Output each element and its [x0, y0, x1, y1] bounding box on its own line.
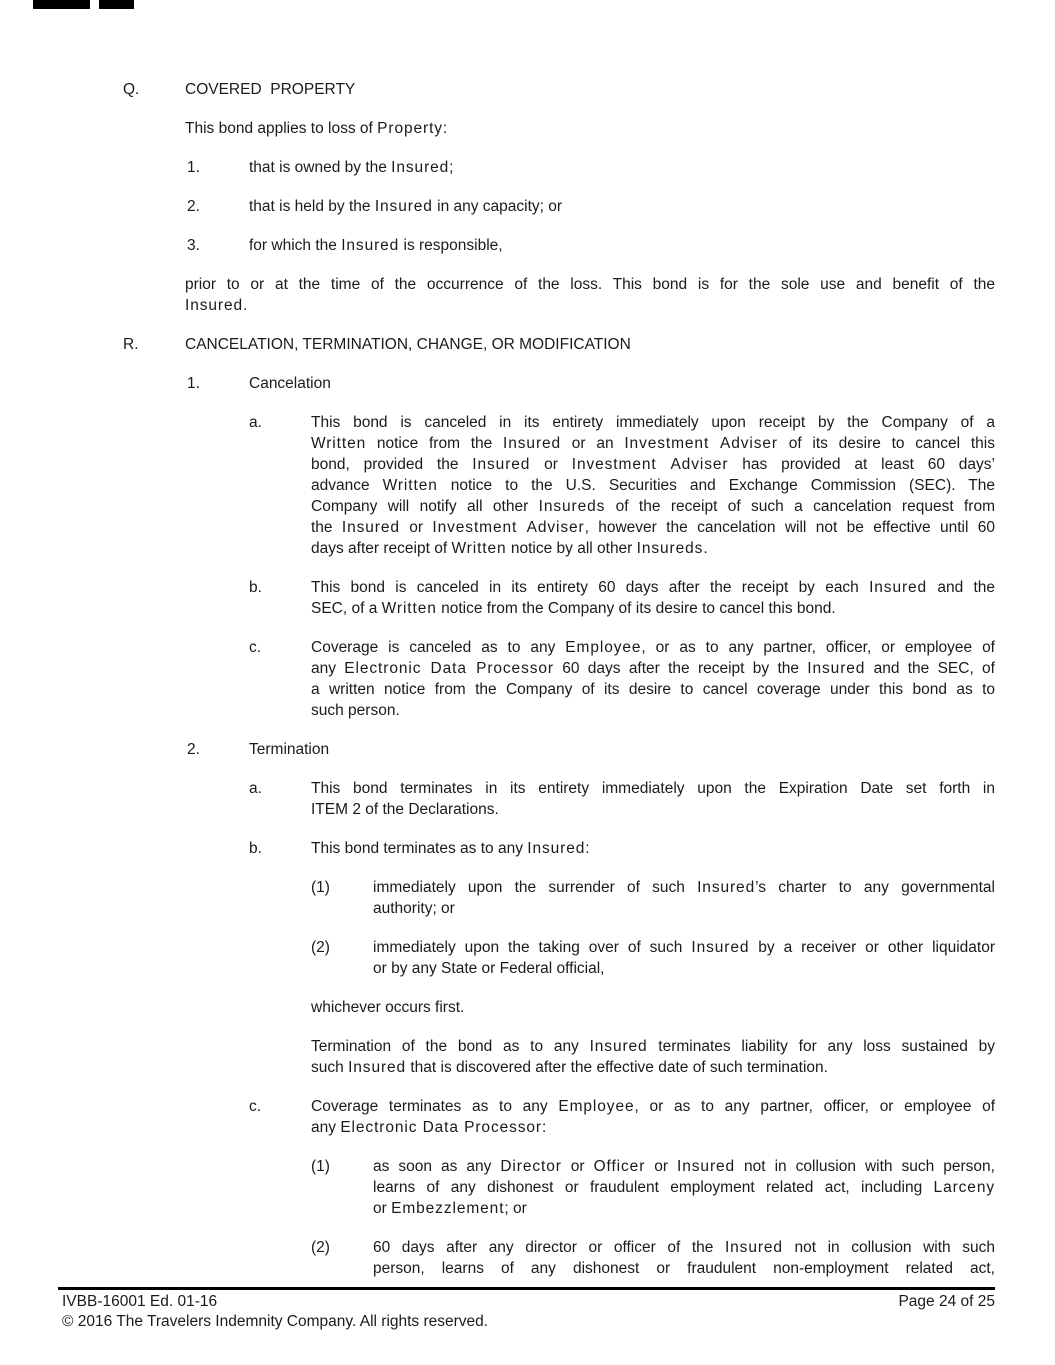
text-line: whichever occurs first.: [311, 999, 465, 1016]
list-marker: b.: [249, 579, 262, 596]
list-marker: 2.: [187, 741, 200, 758]
text-line: This bond terminates in its entirety immediately upon the Expiration Date set forth in: [311, 780, 995, 797]
defined-term: Insured: [341, 237, 400, 254]
defined-term: Insureds: [636, 540, 704, 557]
text-line: This bond is canceled in its entirety immediately upon receipt by the Company of a: [311, 414, 995, 431]
list-marker: (2): [311, 1239, 330, 1256]
section-title: COVERED PROPERTY: [185, 81, 356, 98]
list-item: [311, 1156, 995, 1219]
text-column: [249, 235, 995, 256]
list-item: [187, 196, 995, 217]
text-column: [311, 637, 995, 721]
footer-page-number: Page 24 of 25: [898, 1293, 995, 1310]
defined-term: Written: [311, 435, 367, 452]
text-line: immediately upon the taking over of such Insured by a receiver or other liquidator: [373, 939, 996, 956]
text-column: [311, 1036, 995, 1078]
document-body: [123, 79, 995, 1297]
defined-term: Written: [451, 540, 507, 557]
defined-term: Employee: [558, 1098, 635, 1115]
scan-artifact-mark: [99, 0, 134, 9]
defined-term: Insured: [527, 840, 586, 857]
text-column: [311, 577, 995, 619]
text-column: [373, 877, 995, 919]
section-heading: [123, 334, 995, 355]
list-item: [249, 637, 995, 721]
text-column: [373, 1237, 995, 1279]
list-item: [187, 157, 995, 178]
text-column: [373, 1156, 995, 1219]
list-marker: 1.: [187, 159, 200, 176]
section-heading: [123, 79, 995, 100]
text-column: [185, 118, 995, 139]
list-item: [249, 778, 995, 820]
text-line: person, learns of any dishonest or fraudulent non-employment related act,: [373, 1260, 995, 1277]
text-line: such Insured that is discovered after the effective date of such termination.: [311, 1059, 828, 1076]
defined-term: Insured: [807, 660, 866, 677]
text-column: [185, 274, 995, 316]
text-column: [249, 739, 995, 760]
footer-form-number: IVBB-16001 Ed. 01-16: [62, 1293, 218, 1310]
text-column: [311, 778, 995, 820]
list-item: [311, 877, 995, 919]
defined-term: Insureds: [538, 498, 606, 515]
text-line: This bond terminates as to any Insured:: [311, 840, 590, 857]
footer-divider: [58, 1287, 995, 1290]
list-marker: (1): [311, 1158, 330, 1175]
list-marker: 3.: [187, 237, 200, 254]
footer: [62, 1291, 995, 1312]
defined-term: Written: [381, 600, 437, 617]
text-column: [249, 373, 995, 394]
text-line: 60 days after any director or officer of the Insured not in collusion with such: [373, 1239, 995, 1256]
text-line: This bond is canceled in its entirety 60 days after the receipt by each Insured and the: [311, 579, 996, 596]
text-line: such person.: [311, 702, 400, 719]
defined-term: Insured: [185, 297, 243, 314]
text-line: bond, provided the Insured or Investment Adviser has provided at least 60 days’: [311, 456, 995, 473]
list-item: [187, 373, 995, 394]
text-line: days after receipt of Written notice by all other Insureds.: [311, 540, 708, 557]
defined-term: Director: [500, 1158, 562, 1175]
defined-term: Insured: [472, 456, 531, 473]
text-column: [311, 997, 995, 1018]
text-line: or by any State or Federal official,: [373, 960, 605, 977]
defined-term: Insured: [348, 1059, 407, 1076]
text-line: This bond applies to loss of Property:: [185, 120, 448, 137]
scan-artifact-mark: [33, 0, 90, 9]
text-column: [373, 937, 995, 979]
list-item: [187, 739, 995, 760]
defined-term: Insured: [374, 198, 433, 215]
text-column: [249, 157, 995, 178]
text-line: any Electronic Data Processor 60 days after the receipt by the Insured and the SEC, of: [311, 660, 995, 677]
defined-term: Electronic Data Processor: [340, 1119, 542, 1136]
list-marker: b.: [249, 840, 262, 857]
list-marker: (1): [311, 879, 330, 896]
list-item: [249, 577, 995, 619]
text-column: [311, 1096, 995, 1138]
defined-term: Insured: [869, 579, 928, 596]
paragraph: [185, 118, 995, 139]
list-item: [311, 1237, 995, 1279]
text-line: Coverage is canceled as to any Employee, or as to any partner, officer, or employee of: [311, 639, 995, 656]
text-line: the Insured or Investment Adviser, however the cancelation will not be effective until 60: [311, 519, 996, 536]
defined-term: Insured: [391, 159, 450, 176]
text-line: prior to or at the time of the occurrence of the loss. This bond is for the sole use and benefit of the: [185, 276, 995, 293]
text-line: advance Written notice to the U.S. Securities and Exchange Commission (SEC). The: [311, 477, 995, 494]
defined-term: Electronic Data Processor: [344, 660, 554, 677]
text-line: Written notice from the Insured or an Investment Adviser of its desire to cancel this: [311, 435, 995, 452]
list-marker: a.: [249, 780, 262, 797]
defined-term: Larceny: [933, 1179, 995, 1196]
list-item: [187, 235, 995, 256]
defined-term: Investment Adviser: [571, 456, 729, 473]
text-line: Insured.: [185, 297, 248, 314]
text-line: that is owned by the Insured;: [249, 159, 454, 176]
text-line: Cancelation: [249, 375, 331, 392]
defined-term: Insured: [724, 1239, 783, 1256]
defined-term: Investment Adviser: [432, 519, 585, 536]
text-line: immediately upon the surrender of such Insured’s charter to any governmental: [373, 879, 995, 896]
text-line: or Embezzlement; or: [373, 1200, 527, 1217]
text-line: for which the Insured is responsible,: [249, 237, 503, 254]
text-line: ITEM 2 of the Declarations.: [311, 801, 499, 818]
list-marker: a.: [249, 414, 262, 431]
text-line: that is held by the Insured in any capacity; or: [249, 198, 563, 215]
list-marker: (2): [311, 939, 330, 956]
text-line: learns of any dishonest or fraudulent employment related act, including Larceny: [373, 1179, 995, 1196]
paragraph: [311, 997, 995, 1018]
defined-term: Employee: [565, 639, 642, 656]
section-label: R.: [123, 336, 139, 353]
text-line: any Electronic Data Processor:: [311, 1119, 547, 1136]
text-column: [311, 838, 995, 859]
list-item: [249, 412, 995, 559]
section-title: CANCELATION, TERMINATION, CHANGE, OR MODIFICATION: [185, 336, 631, 353]
text-line: a written notice from the Company of its desire to cancel coverage under this bond as to: [311, 681, 995, 698]
defined-term: Insured: [341, 519, 400, 536]
text-column: [249, 196, 995, 217]
text-column: [311, 412, 995, 559]
footer-copyright: © 2016 The Travelers Indemnity Company. All rights reserved.: [62, 1313, 489, 1330]
defined-term: Insured: [503, 435, 562, 452]
text-line: Coverage terminates as to any Employee, or as to any partner, officer, or employee of: [311, 1098, 996, 1115]
list-marker: c.: [249, 1098, 262, 1115]
defined-term: Written: [382, 477, 438, 494]
list-item: [311, 937, 995, 979]
list-item: [249, 1096, 995, 1138]
list-marker: 1.: [187, 375, 200, 392]
paragraph: [185, 274, 995, 316]
text-line: Termination of the bond as to any Insured terminates liability for any loss sustained by: [311, 1038, 995, 1055]
defined-term: Officer: [593, 1158, 646, 1175]
text-line: Company will notify all other Insureds of the receipt of such a cancelation request from: [311, 498, 995, 515]
defined-term: Property: [377, 120, 443, 137]
defined-term: Insured: [691, 939, 750, 956]
text-line: as soon as any Director or Officer or Insured not in collusion with such person,: [373, 1158, 995, 1175]
section-label: Q.: [123, 81, 140, 98]
defined-term: Insured: [589, 1038, 648, 1055]
defined-term: Insured: [697, 879, 756, 896]
defined-term: Investment Adviser: [624, 435, 778, 452]
list-item: [249, 838, 995, 859]
text-line: SEC, of a Written notice from the Company of its desire to cancel this bond.: [311, 600, 836, 617]
paragraph: [311, 1036, 995, 1078]
text-line: Termination: [249, 741, 330, 758]
list-marker: c.: [249, 639, 262, 656]
defined-term: Embezzlement: [391, 1200, 505, 1217]
list-marker: 2.: [187, 198, 200, 215]
text-line: authority; or: [373, 900, 455, 917]
defined-term: Insured: [677, 1158, 736, 1175]
